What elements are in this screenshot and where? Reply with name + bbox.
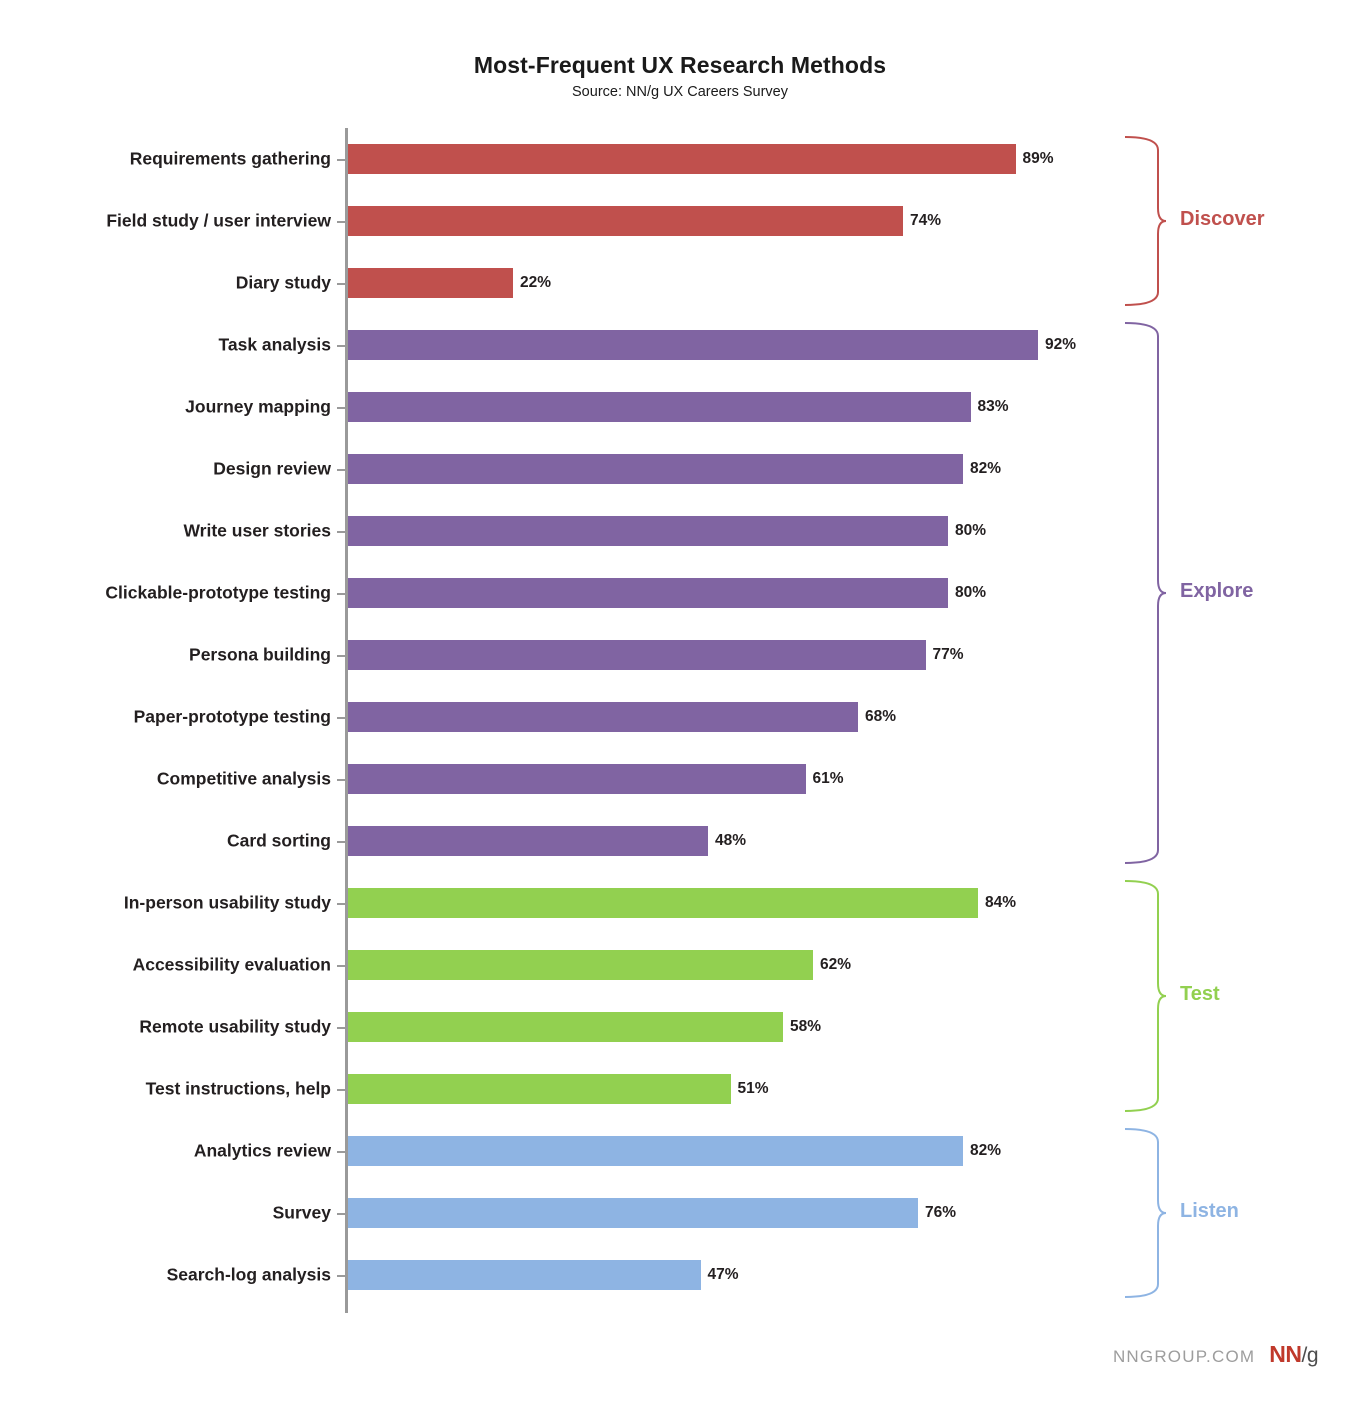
axis-tick <box>337 903 345 905</box>
axis-tick <box>337 655 345 657</box>
axis-tick <box>337 1027 345 1029</box>
page-title: Most-Frequent UX Research Methods <box>473 52 887 78</box>
bar-category-label: Analytics review <box>193 1140 331 1161</box>
bar-category-label: Paper-prototype testing <box>133 706 331 727</box>
bar <box>348 268 513 298</box>
axis-tick <box>337 531 345 533</box>
bar <box>348 330 1038 360</box>
bar-value-label: 84% <box>985 894 1017 911</box>
bar-value-label: 80% <box>955 522 987 539</box>
bar <box>348 1198 918 1228</box>
bar <box>348 950 813 980</box>
bar-category-label: Search-log analysis <box>166 1264 331 1285</box>
axis-tick <box>337 779 345 781</box>
axis-tick <box>337 1275 345 1277</box>
bar-category-label: Accessibility evaluation <box>132 954 331 975</box>
footer <box>1113 1341 1318 1368</box>
bar-value-label: 47% <box>707 1266 739 1283</box>
bar-container <box>348 206 941 236</box>
bar-container <box>348 392 1009 422</box>
footer-site-label: NNGROUP.COM <box>1112 1347 1256 1366</box>
bar-rows <box>0 128 1360 1306</box>
bar-container <box>348 330 1076 360</box>
bar-container <box>348 516 986 546</box>
bar-row <box>0 314 1360 376</box>
bar-category-label: Survey <box>272 1202 331 1223</box>
bar <box>348 454 963 484</box>
chart-header <box>0 52 1360 100</box>
bar-category-label: In-person usability study <box>123 892 331 913</box>
axis-tick <box>337 1151 345 1153</box>
bar-category-label: Diary study <box>235 272 331 293</box>
bar-container <box>348 702 896 732</box>
axis-tick <box>337 1089 345 1091</box>
bar-container <box>348 764 844 794</box>
bar-category-label: Write user stories <box>183 520 331 541</box>
axis-tick <box>337 469 345 471</box>
bar-row <box>0 500 1360 562</box>
bar-container <box>348 640 964 670</box>
bar <box>348 888 978 918</box>
axis-tick <box>337 345 345 347</box>
bar-container <box>348 1012 821 1042</box>
bar-value-label: 80% <box>955 584 987 601</box>
bar-category-label: Journey mapping <box>185 396 331 417</box>
axis-tick <box>337 1213 345 1215</box>
bar-container <box>348 826 746 856</box>
bar-category-label: Persona building <box>189 644 331 665</box>
bar-category-label: Competitive analysis <box>156 768 331 789</box>
group-label-explore: Explore <box>1180 580 1254 602</box>
axis-tick <box>337 159 345 161</box>
bar-category-label: Task analysis <box>218 334 331 355</box>
bar <box>348 1074 731 1104</box>
bar-row <box>0 190 1360 252</box>
bar-value-label: 61% <box>812 770 844 787</box>
bar-row <box>0 128 1360 190</box>
bar-category-label: Test instructions, help <box>145 1078 331 1099</box>
bar-value-label: 68% <box>865 708 897 725</box>
bar-value-label: 76% <box>925 1204 957 1221</box>
bar <box>348 392 971 422</box>
bar-container <box>348 268 551 298</box>
logo-n2: N <box>1285 1341 1302 1367</box>
bar <box>348 1136 963 1166</box>
bar <box>348 764 806 794</box>
bar-row <box>0 686 1360 748</box>
bar <box>348 516 948 546</box>
bar <box>348 206 903 236</box>
bar-row <box>0 810 1360 872</box>
bar-row <box>0 252 1360 314</box>
chart-subtitle: Source: NN/g UX Careers Survey <box>572 84 788 100</box>
bar-chart <box>0 128 1360 1318</box>
group-label-listen: Listen <box>1180 1200 1239 1222</box>
bar <box>348 1012 783 1042</box>
group-label-test: Test <box>1180 983 1220 1005</box>
bar-row <box>0 1182 1360 1244</box>
bar <box>348 1260 701 1290</box>
bar-category-label: Field study / user interview <box>106 210 331 231</box>
bar-row <box>0 996 1360 1058</box>
bar-value-label: 92% <box>1045 336 1077 353</box>
bar-container <box>348 950 851 980</box>
bar-row <box>0 872 1360 934</box>
bar-row <box>0 438 1360 500</box>
bar-value-label: 22% <box>520 274 552 291</box>
axis-tick <box>337 407 345 409</box>
bar-value-label: 74% <box>910 212 942 229</box>
bar-row <box>0 934 1360 996</box>
axis-tick <box>337 965 345 967</box>
bar-row <box>0 376 1360 438</box>
bar-value-label: 83% <box>977 398 1009 415</box>
bar-row <box>0 1058 1360 1120</box>
bar-container <box>348 1198 956 1228</box>
bar-value-label: 89% <box>1022 150 1054 167</box>
bar-row <box>0 1120 1360 1182</box>
bar <box>348 702 858 732</box>
axis-tick <box>337 841 345 843</box>
bar <box>348 144 1016 174</box>
logo-n1: N <box>1269 1341 1286 1367</box>
axis-tick <box>337 283 345 285</box>
bar-value-label: 77% <box>932 646 964 663</box>
bar-container <box>348 454 1001 484</box>
bar-value-label: 51% <box>737 1080 769 1097</box>
bar-value-label: 58% <box>790 1018 822 1035</box>
bar-container <box>348 1260 739 1290</box>
bar-category-label: Card sorting <box>226 830 331 851</box>
nng-logo <box>1269 1341 1318 1368</box>
axis-tick <box>337 221 345 223</box>
bar-container <box>348 888 1016 918</box>
bar-row <box>0 1244 1360 1306</box>
bar-container <box>348 1136 1001 1166</box>
bar-row <box>0 624 1360 686</box>
bar-container <box>348 144 1054 174</box>
bar-container <box>348 1074 769 1104</box>
bar-row <box>0 748 1360 810</box>
bar-category-label: Clickable-prototype testing <box>105 582 331 603</box>
bar-container <box>348 578 986 608</box>
bar-category-label: Requirements gathering <box>129 148 331 169</box>
bar-value-label: 48% <box>715 832 747 849</box>
bar-category-label: Remote usability study <box>139 1016 331 1037</box>
axis-tick <box>337 717 345 719</box>
bar-category-label: Design review <box>213 458 331 479</box>
bar <box>348 826 708 856</box>
bar <box>348 640 926 670</box>
logo-slash-g: /g <box>1301 1344 1318 1367</box>
bar-value-label: 82% <box>970 460 1002 477</box>
group-label-discover: Discover <box>1180 208 1265 230</box>
bar-row <box>0 562 1360 624</box>
bar-value-label: 62% <box>820 956 852 973</box>
axis-tick <box>337 593 345 595</box>
bar <box>348 578 948 608</box>
bar-value-label: 82% <box>970 1142 1002 1159</box>
